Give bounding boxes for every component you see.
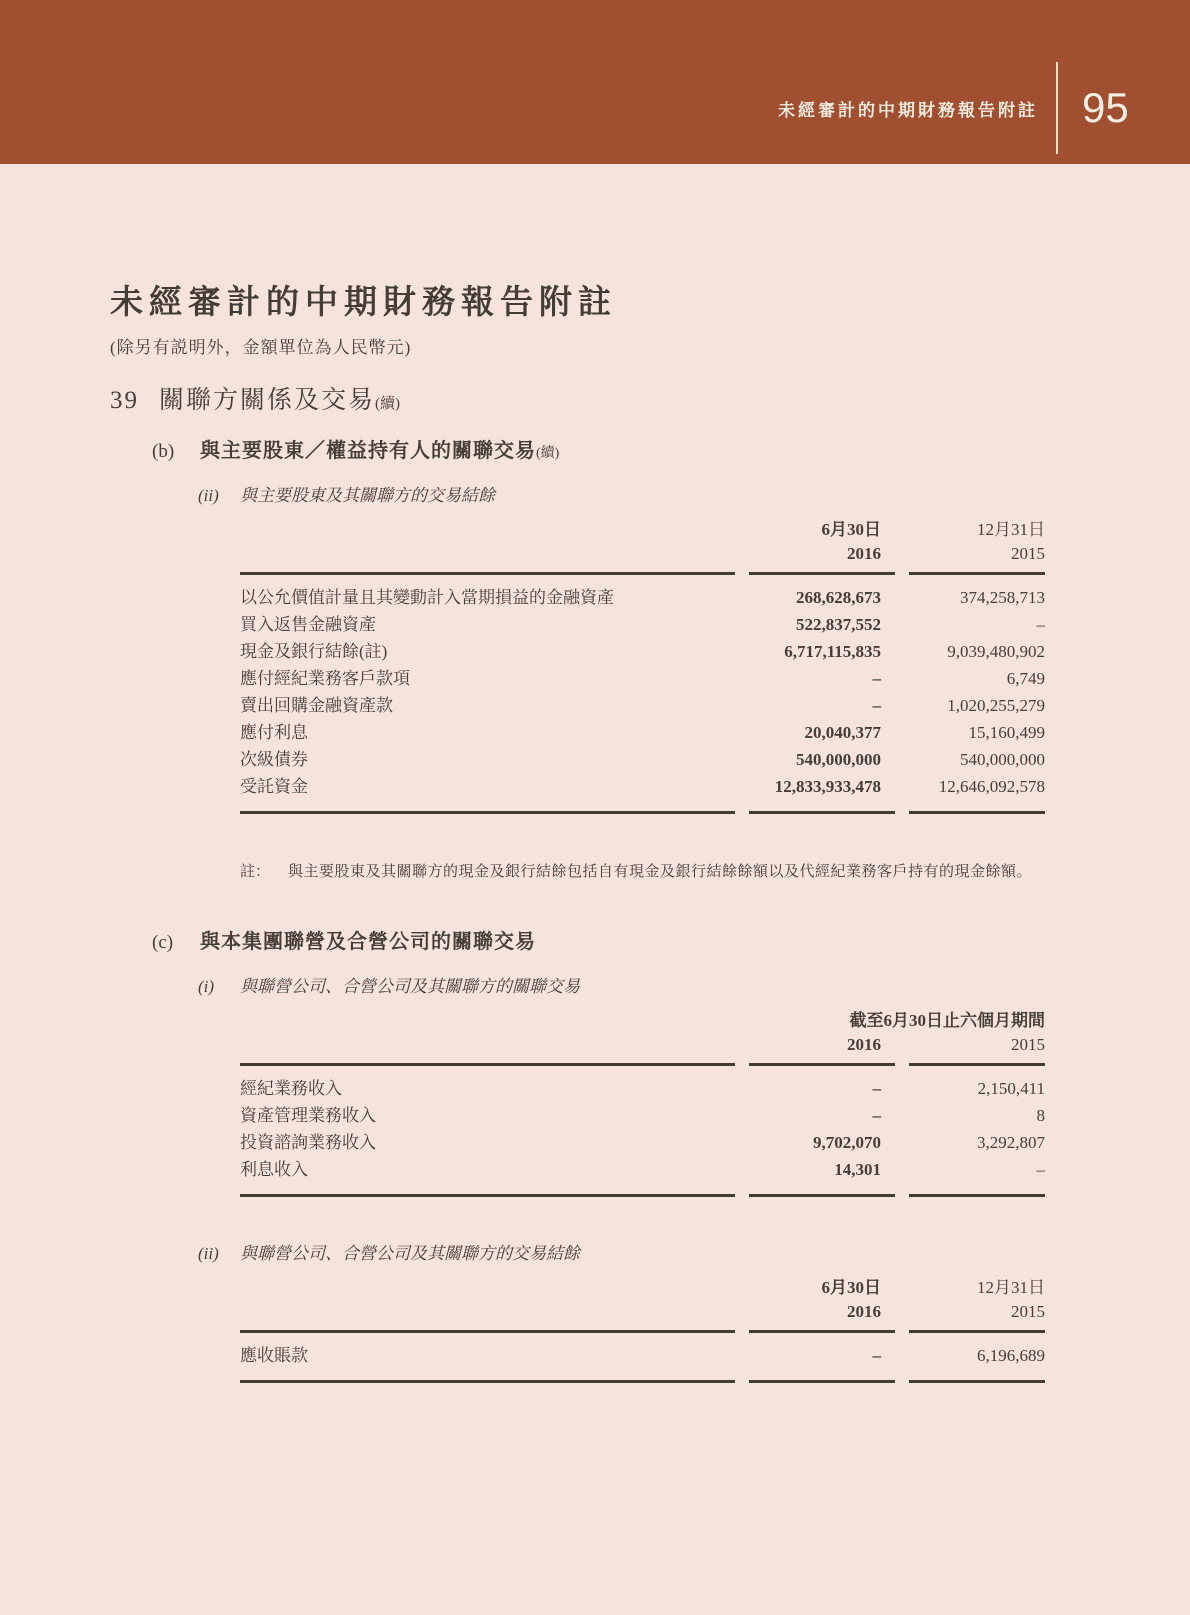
- table-row: [240, 611, 1045, 638]
- col-header-2016: 2016: [847, 1302, 881, 1321]
- subsection-b-ii-heading: [198, 481, 1190, 506]
- table-associate-balances: [240, 1276, 1045, 1383]
- continued-label: (續): [375, 396, 401, 412]
- subsection-c-ii-title: 與聯營公司、合營公司及其關聯方的交易結餘: [240, 1244, 580, 1263]
- col-header-jun30: 6月30日: [821, 1278, 881, 1297]
- page-number: 95: [1082, 84, 1129, 131]
- col-header-2015: 2015: [1011, 1302, 1045, 1321]
- col-header-2015: 2015: [1011, 544, 1045, 563]
- row-label: 買入返售金融資產: [240, 615, 376, 634]
- value-2015: 15,160,499: [968, 723, 1045, 742]
- row-label: 現金及銀行結餘(註): [240, 642, 388, 661]
- row-label: 應付經紀業務客戶款項: [240, 669, 410, 688]
- value-2015: 8: [1036, 1106, 1045, 1125]
- subsection-c-i-label: (i): [198, 977, 215, 996]
- value-2015: –: [1036, 615, 1045, 634]
- table-row: [240, 692, 1045, 719]
- value-2016: 268,628,673: [796, 588, 881, 607]
- col-header-2016: 2016: [847, 544, 881, 563]
- table-row: [240, 1156, 1045, 1183]
- subsection-c-ii-heading: [198, 1239, 1190, 1264]
- table-header-row: [240, 1300, 1045, 1324]
- row-label: 以公允價值計量且其變動計入當期損益的金融資產: [240, 588, 614, 607]
- value-2016: –: [872, 1346, 881, 1365]
- table-top-rule: [240, 1063, 1045, 1066]
- value-2015: 1,020,255,279: [947, 696, 1045, 715]
- value-2016: 12,833,933,478: [774, 777, 881, 796]
- table-header-row: [240, 518, 1045, 542]
- table-row: [240, 746, 1045, 773]
- table-row: [240, 1102, 1045, 1129]
- col-header-period: 截至6月30日止六個月期間: [849, 1011, 1045, 1030]
- row-label: 經紀業務收入: [240, 1079, 342, 1098]
- value-2015: 9,039,480,902: [947, 642, 1045, 661]
- subsection-c-label: (c): [152, 932, 174, 953]
- row-label: 應收賬款: [240, 1346, 308, 1365]
- table-body: [240, 575, 1045, 811]
- table-header-row: [240, 1276, 1045, 1300]
- value-2015: 540,000,000: [960, 750, 1045, 769]
- subsection-b-title: 與主要股東／權益持有人的關聯交易: [200, 440, 536, 462]
- value-2016: 522,837,552: [796, 615, 881, 634]
- value-2016: –: [872, 1106, 881, 1125]
- value-2015: 3,292,807: [977, 1133, 1045, 1152]
- table-row: [240, 773, 1045, 800]
- running-header-title: 未經審計的中期財務報告附註: [778, 100, 1038, 120]
- subsection-c-i-title: 與聯營公司、合營公司及其關聯方的關聯交易: [240, 977, 580, 996]
- table-row: [240, 638, 1045, 665]
- subsection-b-heading: [152, 434, 1190, 463]
- header-divider: [1056, 62, 1058, 154]
- row-label: 投資諮詢業務收入: [240, 1133, 376, 1152]
- table-body: [240, 1333, 1045, 1380]
- value-2015: 2,150,411: [977, 1079, 1045, 1098]
- subsection-b-label: (b): [152, 441, 175, 462]
- value-2016: –: [872, 696, 881, 715]
- table-top-rule: [240, 572, 1045, 575]
- row-label: 受託資金: [240, 777, 308, 796]
- value-2015: 6,749: [1006, 669, 1045, 688]
- table-header-row: [240, 542, 1045, 566]
- table-row: [240, 1075, 1045, 1102]
- table-row: [240, 1129, 1045, 1156]
- subsection-b-ii-title: 與主要股東及其關聯方的交易結餘: [240, 486, 495, 505]
- row-label: 利息收入: [240, 1160, 308, 1179]
- col-header-jun30: 6月30日: [821, 520, 881, 539]
- table-body: [240, 1066, 1045, 1194]
- section-title: 關聯方關係及交易: [159, 387, 376, 414]
- footnote-label: 註：: [240, 864, 271, 880]
- value-2015: 12,646,092,578: [938, 777, 1045, 796]
- table-bottom-rule: [240, 1380, 1045, 1383]
- subsection-c-title: 與本集團聯營及合營公司的關聯交易: [200, 931, 536, 953]
- table-bottom-rule: [240, 1194, 1045, 1197]
- footnote-text: 與主要股東及其關聯方的現金及銀行結餘包括自有現金及銀行結餘餘額以及代經紀業務客戶持有的現金餘額。: [288, 864, 1033, 880]
- value-2016: 9,702,070: [813, 1133, 881, 1152]
- table-major-shareholder-balances: [240, 518, 1045, 814]
- table-row: [240, 1342, 1045, 1369]
- value-2015: 374,258,713: [960, 588, 1045, 607]
- value-2016: –: [872, 1079, 881, 1098]
- value-2016: 540,000,000: [796, 750, 881, 769]
- col-header-dec31: 12月31日: [977, 1278, 1045, 1297]
- document-title: 未經審計的中期財務報告附註: [110, 285, 617, 321]
- value-2016: 20,040,377: [804, 723, 881, 742]
- row-label: 資產管理業務收入: [240, 1106, 376, 1125]
- table-top-rule: [240, 1330, 1045, 1333]
- table-row: [240, 719, 1045, 746]
- subsection-c-ii-label: (ii): [198, 1244, 219, 1263]
- subsection-b-ii-label: (ii): [198, 486, 219, 505]
- continued-label: (續): [536, 446, 560, 461]
- table-header-row: [240, 1009, 1045, 1033]
- document-subtitle: (除另有説明外，金額單位為人民幣元): [110, 338, 412, 357]
- col-header-dec31: 12月31日: [977, 520, 1045, 539]
- subsection-c-i-heading: [198, 972, 1190, 997]
- value-2016: –: [872, 669, 881, 688]
- section-39-heading: [110, 380, 1190, 416]
- row-label: 應付利息: [240, 723, 308, 742]
- table-associate-transactions: [240, 1009, 1045, 1197]
- value-2015: 6,196,689: [977, 1346, 1045, 1365]
- col-header-2015: 2015: [1011, 1035, 1045, 1054]
- table-row: [240, 665, 1045, 692]
- col-header-2016: 2016: [847, 1035, 881, 1054]
- section-number: 39: [110, 387, 139, 414]
- subsection-c-heading: [152, 925, 1190, 954]
- row-label: 次級債券: [240, 750, 308, 769]
- header-band: [0, 0, 1190, 164]
- value-2016: 14,301: [834, 1160, 881, 1179]
- table-bottom-rule: [240, 811, 1045, 814]
- row-label: 賣出回購金融資產款: [240, 696, 393, 715]
- footnote: [240, 860, 1070, 881]
- value-2015: –: [1036, 1160, 1045, 1179]
- table-header-row: [240, 1033, 1045, 1057]
- value-2016: 6,717,115,835: [784, 642, 881, 661]
- table-row: [240, 584, 1045, 611]
